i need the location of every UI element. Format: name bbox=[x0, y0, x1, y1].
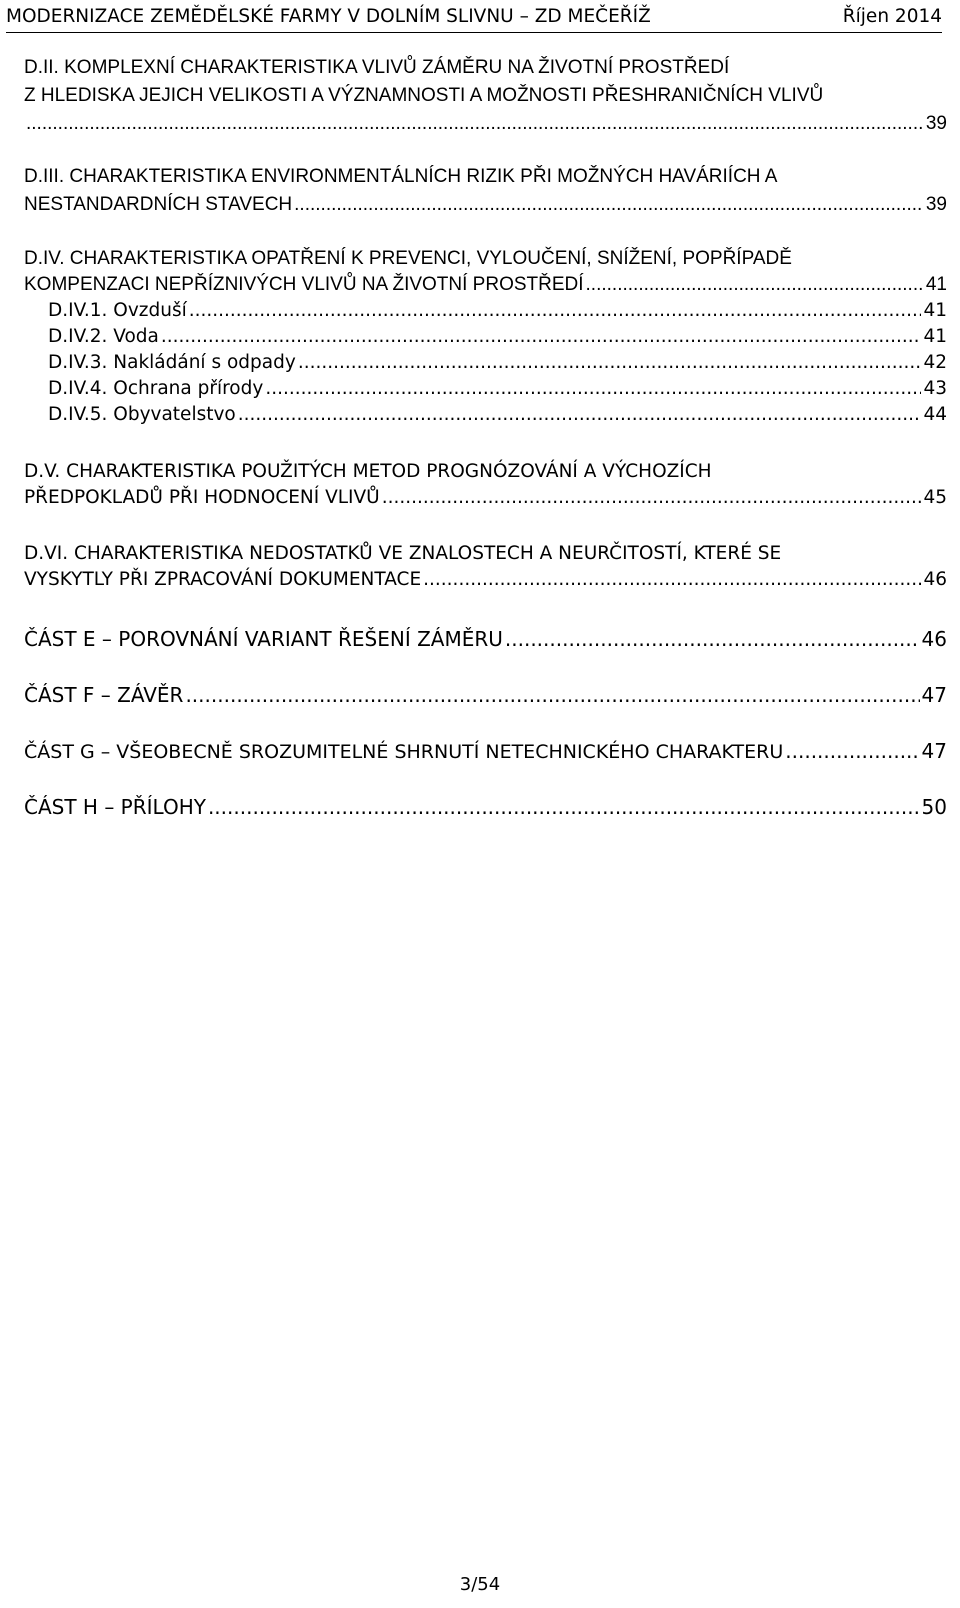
toc-entry-part-f[interactable] bbox=[24, 683, 947, 709]
toc-entry-label: PŘEDPOKLADŮ PŘI HODNOCENÍ VLIVŮ bbox=[24, 487, 380, 508]
toc-entry-label: ČÁST G – VŠEOBECNĚ SROZUMITELNÉ SHRNUTÍ NETECHNICKÉHO CHARAKTERU bbox=[24, 741, 784, 763]
toc-page-number: 41 bbox=[923, 300, 947, 321]
toc-leader-dots bbox=[185, 683, 919, 707]
toc-entry-d4-1[interactable] bbox=[48, 300, 947, 326]
toc-leader-dots bbox=[294, 194, 924, 216]
toc-entry-label: D.IV.2. Voda bbox=[48, 326, 159, 347]
page-footer-number: 3/54 bbox=[459, 1574, 501, 1595]
toc-entry-part-h[interactable] bbox=[24, 795, 947, 821]
toc-page-number: 43 bbox=[923, 378, 947, 399]
toc-entry-d5-line1[interactable]: D.V. CHARAKTERISTIKA POUŽITÝCH METOD PROGNÓZOVÁNÍ A VÝCHOZÍCH bbox=[24, 461, 712, 482]
toc-leader-dots bbox=[238, 404, 922, 425]
toc-page-number: 47 bbox=[921, 739, 947, 763]
toc-entry-label: VYSKYTLY PŘI ZPRACOVÁNÍ DOKUMENTACE bbox=[24, 569, 422, 590]
toc-entry-d4-line2[interactable] bbox=[24, 274, 947, 300]
toc-entry-d4-4[interactable] bbox=[48, 378, 947, 404]
toc-leader-dots bbox=[265, 378, 921, 399]
toc-entry-label: D.IV.1. Ovzduší bbox=[48, 300, 187, 321]
toc-page-number: 46 bbox=[921, 627, 947, 651]
toc-page-number: 44 bbox=[923, 404, 947, 425]
toc-entry-d4-2[interactable] bbox=[48, 326, 947, 352]
toc-entry-label: D.IV.4. Ochrana přírody bbox=[48, 378, 264, 399]
page-header bbox=[6, 2, 942, 33]
toc-entry-part-e[interactable] bbox=[24, 627, 947, 653]
toc-leader-dots bbox=[208, 795, 920, 819]
toc-entry-d6-line2[interactable] bbox=[24, 569, 947, 595]
toc-page-number: 42 bbox=[923, 352, 947, 373]
toc-entry-d5-line2[interactable] bbox=[24, 487, 947, 513]
toc-leader-dots bbox=[785, 739, 919, 763]
toc-leader-dots bbox=[189, 300, 922, 321]
header-date: Říjen 2014 bbox=[842, 6, 942, 27]
toc-leader-dots bbox=[423, 569, 921, 590]
header-title: MODERNIZACE ZEMĚDĚLSKÉ FARMY V DOLNÍM SLIVNU – ZD MEČEŘÍŽ bbox=[6, 6, 651, 27]
toc-entry-d3-line2[interactable] bbox=[24, 194, 947, 220]
toc-page-number: 41 bbox=[923, 326, 947, 347]
toc-entry-label: D.IV.5. Obyvatelstvo bbox=[48, 404, 236, 425]
toc-entry-label: KOMPENZACI NEPŘÍZNIVÝCH VLIVŮ NA ŽIVOTNÍ PROSTŘEDÍ bbox=[24, 274, 584, 295]
toc-leader-dots bbox=[26, 113, 924, 135]
toc-page-number: 41 bbox=[925, 274, 947, 295]
toc-entry-label: ČÁST F – ZÁVĚR bbox=[24, 683, 184, 707]
toc-entry-d4-line1[interactable]: D.IV. CHARAKTERISTIKA OPATŘENÍ K PREVENCI, VYLOUČENÍ, SNÍŽENÍ, POPŘÍPADĚ bbox=[24, 248, 792, 269]
toc-entry-label: ČÁST H – PŘÍLOHY bbox=[24, 795, 206, 819]
toc-entry-part-g[interactable] bbox=[24, 739, 947, 765]
toc-page-number: 39 bbox=[925, 113, 947, 134]
toc-page-number: 50 bbox=[921, 795, 947, 819]
toc-entry-label: ČÁST E – POROVNÁNÍ VARIANT ŘEŠENÍ ZÁMĚRU bbox=[24, 627, 503, 651]
toc-entry-d2-line1[interactable]: D.II. KOMPLEXNÍ CHARAKTERISTIKA VLIVŮ ZÁMĚRU NA ŽIVOTNÍ PROSTŘEDÍ bbox=[24, 57, 730, 78]
toc-entry-d3-line1[interactable]: D.III. CHARAKTERISTIKA ENVIRONMENTÁLNÍCH RIZIK PŘI MOŽNÝCH HAVÁRIÍCH A bbox=[24, 166, 778, 187]
toc-entry-d2-page-line[interactable] bbox=[24, 113, 947, 139]
toc-leader-dots bbox=[586, 274, 924, 296]
toc-entry-d6-line1[interactable]: D.VI. CHARAKTERISTIKA NEDOSTATKŮ VE ZNALOSTECH A NEURČITOSTÍ, KTERÉ SE bbox=[24, 543, 782, 564]
toc-page-number: 47 bbox=[921, 683, 947, 707]
toc-page-number: 45 bbox=[923, 487, 947, 508]
toc-entry-d4-5[interactable] bbox=[48, 404, 947, 430]
toc-page-number: 39 bbox=[925, 194, 947, 215]
toc-entry-d2-line2[interactable]: Z HLEDISKA JEJICH VELIKOSTI A VÝZNAMNOSTI A MOŽNOSTI PŘESHRANIČNÍCH VLIVŮ bbox=[24, 85, 824, 106]
toc-leader-dots bbox=[382, 487, 922, 508]
toc-leader-dots bbox=[298, 352, 922, 373]
toc-page-number: 46 bbox=[923, 569, 947, 590]
toc-leader-dots bbox=[505, 627, 920, 651]
toc-entry-label: D.IV.3. Nakládání s odpady bbox=[48, 352, 296, 373]
toc-leader-dots bbox=[161, 326, 922, 347]
toc-entry-label: NESTANDARDNÍCH STAVECH bbox=[24, 194, 293, 215]
toc-entry-d4-3[interactable] bbox=[48, 352, 947, 378]
